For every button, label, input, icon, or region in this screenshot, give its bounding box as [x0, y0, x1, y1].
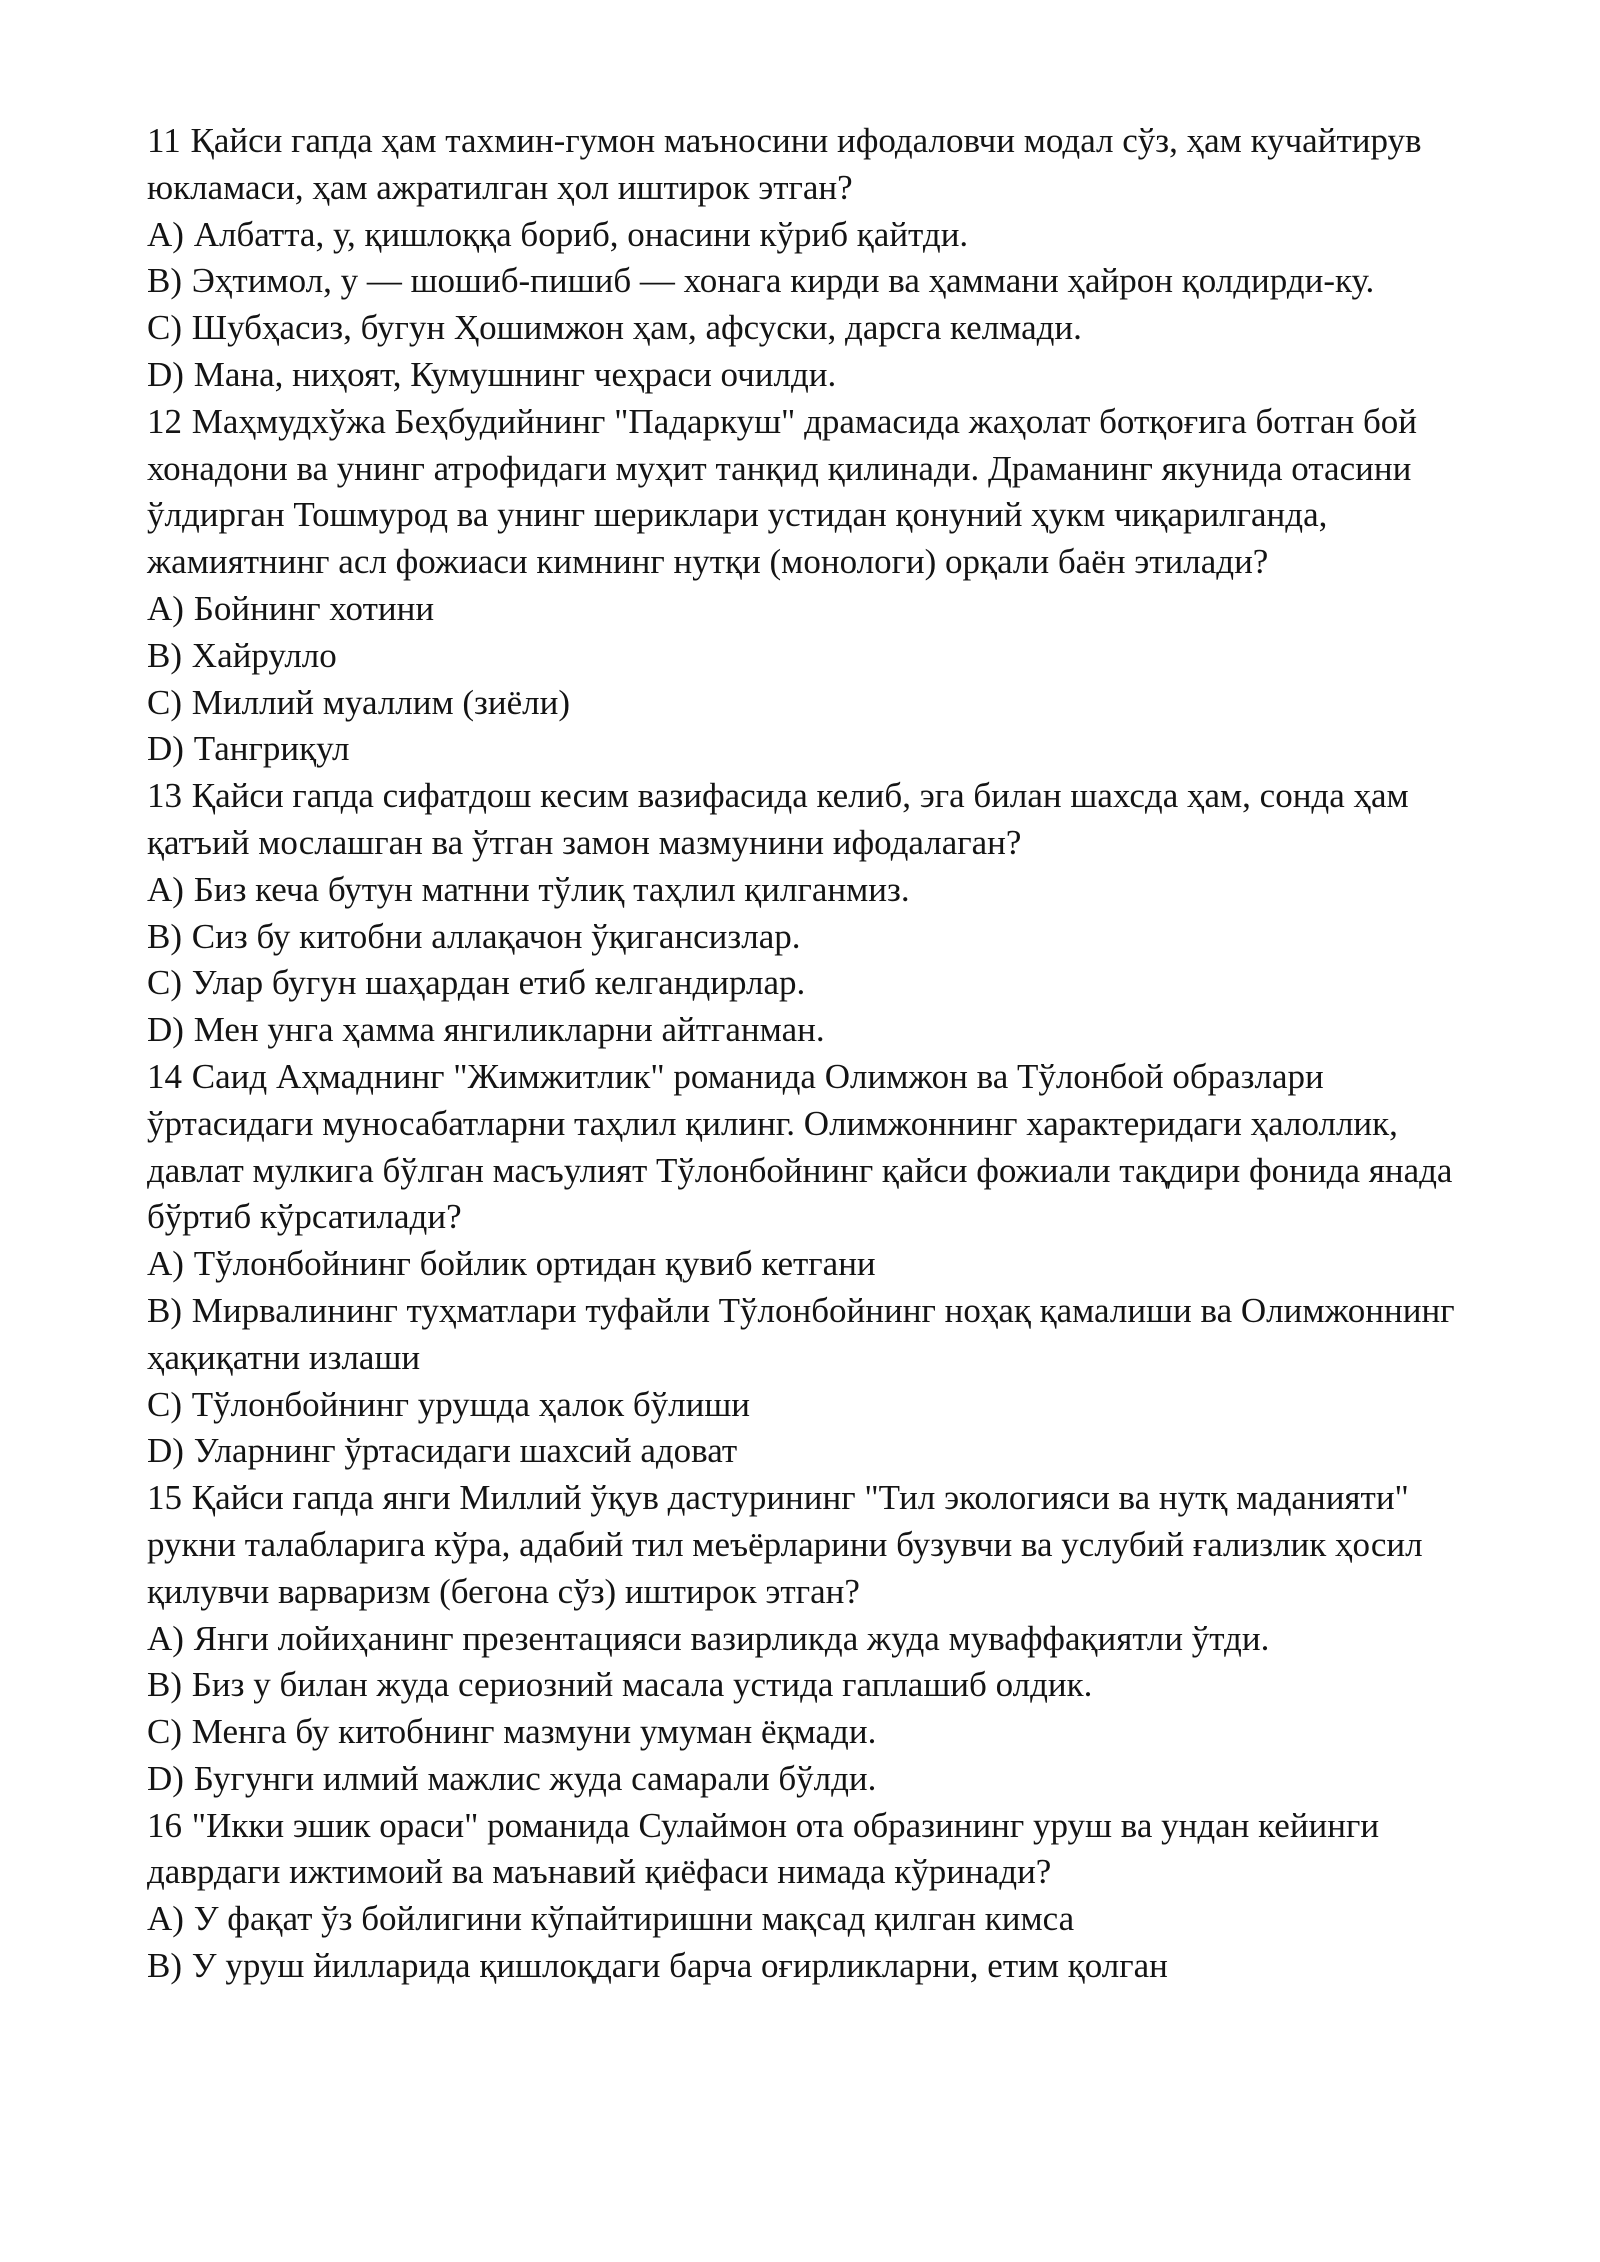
option-text: Тангриқул [193, 729, 350, 769]
option-a [147, 1616, 1487, 1663]
option-text: Шубҳасиз, бугун Ҳошимжон ҳам, афсуски, дарсга келмади. [191, 308, 1082, 348]
option-text: Сиз бу китобни аллақачон ўқигансизлар. [191, 916, 801, 956]
option-c [147, 1382, 1487, 1429]
question-stem [147, 773, 1487, 867]
question-14 [147, 1054, 1487, 1475]
option-letter: B) [147, 1665, 182, 1705]
question-12 [147, 399, 1487, 773]
option-d [147, 352, 1487, 399]
option-d [147, 1756, 1487, 1803]
option-b [147, 1943, 1487, 1990]
question-text: Маҳмудхўжа Беҳбудийнинг "Падаркуш" драмасида жаҳолат ботқоғига ботган бой хонадони ва унинг атрофидаги муҳит танқид қилинади. Драманинг якунида отасини ўлдирган Тошмурод ва унинг шериклари устидан қонуний ҳукм чиқарилганда, жамиятнинг асл фожиаси кимнинг нутқи (монологи) орқали баён этилади? [147, 401, 1418, 582]
option-letter: B) [147, 635, 182, 675]
question-11 [147, 118, 1487, 399]
question-13 [147, 773, 1487, 1054]
option-text: Мирвалининг туҳматлари туфайли Тўлонбойнинг ноҳақ қамалиши ва Олимжоннинг ҳақиқатни излаши [147, 1290, 1455, 1377]
option-text: Тўлонбойнинг урушда ҳалок бўлиши [191, 1384, 751, 1424]
option-text: Улар бугун шаҳардан етиб келгандирлар. [191, 963, 806, 1003]
option-d [147, 1007, 1487, 1054]
option-letter: D) [147, 729, 184, 769]
option-b [147, 914, 1487, 961]
option-b [147, 633, 1487, 680]
option-text: Менга бу китобнинг мазмуни умуман ёқмади. [191, 1712, 877, 1752]
option-text: Хайрулло [191, 635, 337, 675]
option-text: Биз кеча бутун матнни тўлиқ таҳлил қилганмиз. [193, 869, 910, 909]
option-text: Бойнинг хотини [193, 588, 435, 628]
option-text: Албатта, у, қишлоққа бориб, онасини кўриб қайтди. [193, 214, 969, 254]
option-text: Мана, ниҳоят, Кумушнинг чеҳраси очилди. [193, 354, 837, 394]
option-c [147, 1709, 1487, 1756]
option-text: Тўлонбойнинг бойлик ортидан қувиб кетгани [193, 1244, 876, 1284]
option-b [147, 1662, 1487, 1709]
option-text: Биз у билан жуда сериозний масала устида гаплашиб олдик. [191, 1665, 1093, 1705]
document-page [147, 118, 1487, 1990]
option-a [147, 1241, 1487, 1288]
question-text: Қайси гапда ҳам тахмин-гумон маъносини ифодаловчи модал сўз, ҳам кучайтирув юкламаси, ҳам ажратилган ҳол иштирок этган? [147, 121, 1422, 207]
option-letter: C) [147, 308, 182, 348]
option-a [147, 586, 1487, 633]
option-d [147, 726, 1487, 773]
option-b [147, 1288, 1487, 1382]
option-letter: C) [147, 1384, 182, 1424]
option-b [147, 258, 1487, 305]
question-text: Саид Аҳмаднинг "Жимжитлик" романида Олимжон ва Тўлонбой образлари ўртасидаги муносабатларни таҳлил қилинг. Олимжоннинг характеридаги ҳалоллик, давлат мулкига бўлган масъулият Тўлонбойнинг қайси фожиали тақдири фонида янада бўртиб кўрсатилади? [147, 1056, 1453, 1237]
question-stem [147, 1054, 1487, 1241]
question-number: 11 [147, 121, 181, 160]
option-letter: D) [147, 354, 184, 394]
option-letter: C) [147, 963, 182, 1003]
option-a [147, 212, 1487, 259]
question-stem [147, 399, 1487, 586]
option-text: Мен унга ҳамма янгиликларни айтганман. [193, 1010, 825, 1050]
question-number: 13 [147, 776, 182, 816]
option-letter: A) [147, 1618, 184, 1658]
option-letter: D) [147, 1010, 184, 1050]
question-stem [147, 1475, 1487, 1615]
question-stem [147, 1803, 1487, 1897]
option-letter: A) [147, 1244, 184, 1284]
option-c [147, 960, 1487, 1007]
option-letter: A) [147, 214, 184, 254]
question-text: Қайси гапда сифатдош кесим вазифасида келиб, эга билан шахсда ҳам, сонда ҳам қатъий мослашган ва ўтган замон мазмунини ифодалаган? [147, 776, 1409, 862]
option-letter: C) [147, 682, 182, 722]
option-letter: B) [147, 916, 182, 956]
option-text: Уларнинг ўртасидаги шахсий адоват [193, 1431, 738, 1471]
question-number: 14 [147, 1056, 182, 1096]
option-c [147, 305, 1487, 352]
option-letter: B) [147, 261, 182, 301]
option-letter: C) [147, 1712, 182, 1752]
question-15 [147, 1475, 1487, 1803]
option-letter: B) [147, 1946, 182, 1986]
question-number: 15 [147, 1478, 182, 1518]
option-d [147, 1428, 1487, 1475]
option-letter: A) [147, 1899, 184, 1939]
option-letter: D) [147, 1431, 184, 1471]
question-stem [147, 118, 1487, 212]
question-text: "Икки эшик ораси" романида Сулаймон ота образининг уруш ва ундан кейинги даврдаги ижтимоий ва маънавий қиёфаси нимада кўринади? [147, 1805, 1380, 1892]
question-number: 12 [147, 401, 182, 441]
option-letter: A) [147, 869, 184, 909]
option-text: Бугунги илмий мажлис жуда самарали бўлди. [193, 1758, 877, 1798]
option-text: Миллий муаллим (зиёли) [191, 682, 570, 722]
question-16 [147, 1803, 1487, 1990]
option-a [147, 1896, 1487, 1943]
option-text: У уруш йилларида қишлоқдаги барча оғирликларни, етим қолган [191, 1946, 1168, 1986]
question-text: Қайси гапда янги Миллий ўқув дастурининг "Тил экологияси ва нутқ маданияти" рукни талабларига кўра, адабий тил меъёрларини бузувчи ва услубий ғализлик ҳосил қилувчи варваризм (бегона сўз) иштирок этган? [147, 1478, 1423, 1611]
option-c [147, 680, 1487, 727]
option-text: Янги лойиҳанинг презентацияси вазирликда жуда муваффақиятли ўтди. [193, 1618, 1270, 1658]
question-number: 16 [147, 1805, 182, 1845]
option-text: Эҳтимол, у — шошиб-пишиб — хонага кирди ва ҳаммани ҳайрон қолдирди-ку. [191, 261, 1375, 301]
option-a [147, 867, 1487, 914]
option-letter: B) [147, 1290, 182, 1330]
option-letter: D) [147, 1758, 184, 1798]
option-letter: A) [147, 588, 184, 628]
option-text: У фақат ўз бойлигини кўпайтиришни мақсад қилган кимса [193, 1899, 1075, 1939]
